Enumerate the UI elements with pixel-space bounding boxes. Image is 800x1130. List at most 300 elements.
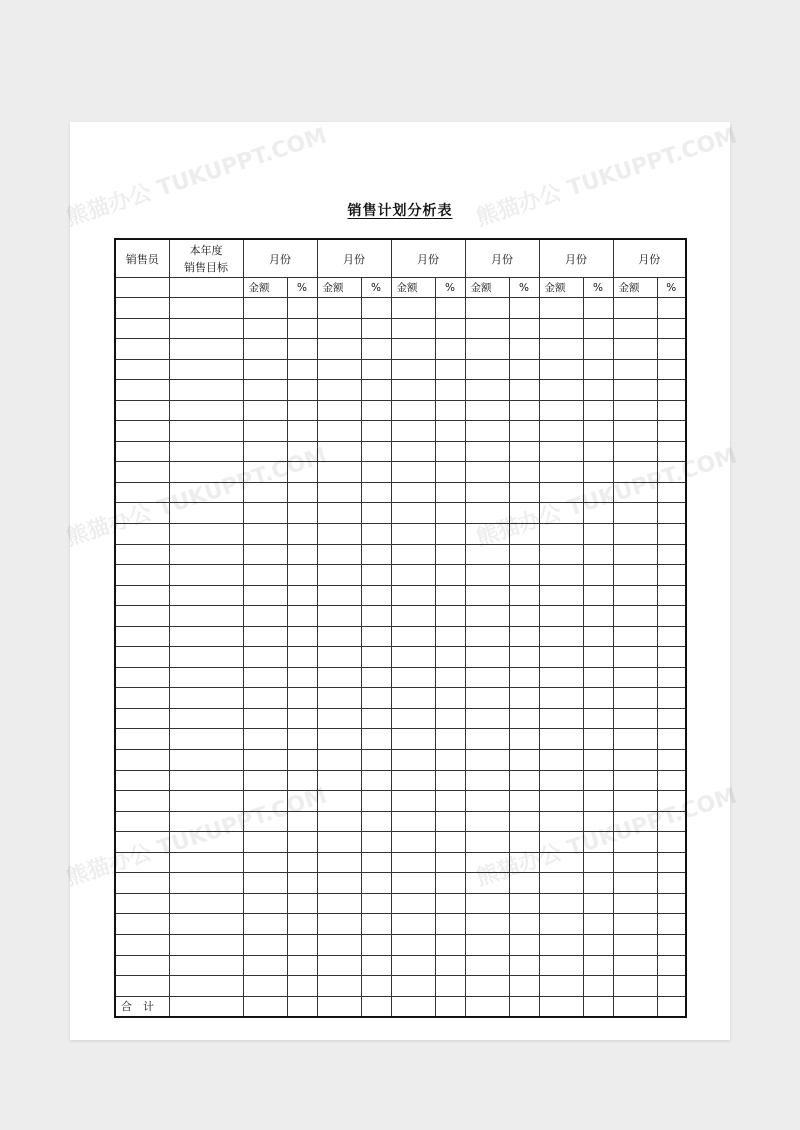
table-cell[interactable] (657, 647, 686, 668)
table-cell[interactable] (657, 359, 686, 380)
table-cell[interactable] (435, 750, 465, 771)
table-cell[interactable] (243, 544, 287, 565)
table-cell[interactable] (613, 750, 657, 771)
table-cell[interactable] (539, 421, 583, 442)
table-cell[interactable] (243, 565, 287, 586)
table-cell[interactable] (287, 914, 317, 935)
table-cell[interactable] (509, 955, 539, 976)
table-cell[interactable] (317, 359, 361, 380)
table-cell[interactable] (509, 811, 539, 832)
table-cell[interactable] (115, 626, 169, 647)
table-cell[interactable] (115, 708, 169, 729)
table-cell[interactable] (317, 462, 361, 483)
table-cell[interactable] (287, 667, 317, 688)
table-cell[interactable] (583, 955, 613, 976)
table-cell[interactable] (243, 667, 287, 688)
table-cell[interactable] (361, 996, 391, 1017)
table-cell[interactable] (317, 750, 361, 771)
table-cell[interactable] (169, 544, 243, 565)
table-cell[interactable] (583, 667, 613, 688)
table-cell[interactable] (435, 339, 465, 360)
table-cell[interactable] (243, 380, 287, 401)
table-cell[interactable] (361, 688, 391, 709)
table-cell[interactable] (583, 524, 613, 545)
table-cell[interactable] (465, 770, 509, 791)
table-cell[interactable] (317, 400, 361, 421)
table-cell[interactable] (317, 606, 361, 627)
table-cell[interactable] (613, 359, 657, 380)
table-cell[interactable] (243, 873, 287, 894)
table-cell[interactable] (435, 359, 465, 380)
table-cell[interactable] (115, 462, 169, 483)
table-cell[interactable] (391, 585, 435, 606)
table-cell[interactable] (115, 524, 169, 545)
table-cell[interactable] (287, 565, 317, 586)
table-cell[interactable] (169, 729, 243, 750)
table-cell[interactable] (169, 524, 243, 545)
table-cell[interactable] (465, 873, 509, 894)
table-cell[interactable] (317, 339, 361, 360)
table-cell[interactable] (613, 585, 657, 606)
table-cell[interactable] (657, 524, 686, 545)
table-cell[interactable] (583, 976, 613, 997)
table-cell[interactable] (657, 421, 686, 442)
table-cell[interactable] (657, 893, 686, 914)
table-cell[interactable] (243, 421, 287, 442)
table-cell[interactable] (509, 688, 539, 709)
table-cell[interactable] (539, 667, 583, 688)
table-cell[interactable] (613, 400, 657, 421)
table-cell[interactable] (583, 770, 613, 791)
table-cell[interactable] (317, 565, 361, 586)
table-cell[interactable] (115, 441, 169, 462)
table-cell[interactable] (509, 708, 539, 729)
table-cell[interactable] (391, 359, 435, 380)
table-cell[interactable] (613, 503, 657, 524)
table-cell[interactable] (657, 565, 686, 586)
table-cell[interactable] (509, 667, 539, 688)
table-cell[interactable] (243, 708, 287, 729)
table-cell[interactable] (115, 873, 169, 894)
table-cell[interactable] (539, 832, 583, 853)
table-cell[interactable] (361, 811, 391, 832)
table-cell[interactable] (391, 996, 435, 1017)
table-cell[interactable] (361, 585, 391, 606)
table-cell[interactable] (115, 934, 169, 955)
table-cell[interactable] (317, 852, 361, 873)
table-cell[interactable] (539, 544, 583, 565)
table-cell[interactable] (509, 565, 539, 586)
table-cell[interactable] (435, 503, 465, 524)
table-cell[interactable] (583, 688, 613, 709)
table-cell[interactable] (115, 318, 169, 339)
table-cell[interactable] (465, 996, 509, 1017)
table-cell[interactable] (115, 606, 169, 627)
table-cell[interactable] (465, 462, 509, 483)
table-cell[interactable] (115, 359, 169, 380)
table-cell[interactable] (169, 565, 243, 586)
table-cell[interactable] (361, 544, 391, 565)
table-cell[interactable] (539, 955, 583, 976)
table-cell[interactable] (657, 441, 686, 462)
table-cell[interactable] (287, 976, 317, 997)
table-cell[interactable] (361, 298, 391, 319)
table-cell[interactable] (583, 482, 613, 503)
table-cell[interactable] (243, 482, 287, 503)
table-cell[interactable] (169, 770, 243, 791)
table-cell[interactable] (115, 955, 169, 976)
table-cell[interactable] (657, 544, 686, 565)
table-cell[interactable] (539, 750, 583, 771)
table-cell[interactable] (509, 585, 539, 606)
table-cell[interactable] (361, 339, 391, 360)
table-cell[interactable] (583, 400, 613, 421)
table-cell[interactable] (465, 565, 509, 586)
table-cell[interactable] (169, 359, 243, 380)
table-cell[interactable] (583, 791, 613, 812)
table-cell[interactable] (287, 585, 317, 606)
table-cell[interactable] (391, 565, 435, 586)
table-cell[interactable] (583, 503, 613, 524)
table-cell[interactable] (435, 873, 465, 894)
table-cell[interactable] (115, 544, 169, 565)
table-cell[interactable] (539, 565, 583, 586)
table-cell[interactable] (657, 667, 686, 688)
table-cell[interactable] (657, 770, 686, 791)
table-cell[interactable] (613, 318, 657, 339)
table-cell[interactable] (509, 524, 539, 545)
table-cell[interactable] (583, 441, 613, 462)
table-cell[interactable] (243, 298, 287, 319)
table-cell[interactable] (287, 934, 317, 955)
table-cell[interactable] (509, 482, 539, 503)
table-cell[interactable] (657, 462, 686, 483)
table-cell[interactable] (243, 832, 287, 853)
table-cell[interactable] (169, 893, 243, 914)
table-cell[interactable] (115, 729, 169, 750)
table-cell[interactable] (115, 400, 169, 421)
table-cell[interactable] (361, 729, 391, 750)
table-cell[interactable] (317, 996, 361, 1017)
table-cell[interactable] (657, 400, 686, 421)
table-cell[interactable] (465, 832, 509, 853)
table-cell[interactable] (435, 914, 465, 935)
table-cell[interactable] (361, 626, 391, 647)
table-cell[interactable] (539, 873, 583, 894)
table-cell[interactable] (465, 955, 509, 976)
table-cell[interactable] (657, 955, 686, 976)
table-cell[interactable] (115, 647, 169, 668)
table-cell[interactable] (465, 441, 509, 462)
table-cell[interactable] (287, 380, 317, 401)
table-cell[interactable] (657, 482, 686, 503)
table-cell[interactable] (317, 914, 361, 935)
table-cell[interactable] (361, 750, 391, 771)
table-cell[interactable] (169, 996, 243, 1017)
table-cell[interactable] (465, 976, 509, 997)
table-cell[interactable] (435, 729, 465, 750)
table-cell[interactable] (435, 380, 465, 401)
table-cell[interactable] (509, 976, 539, 997)
table-cell[interactable] (317, 688, 361, 709)
table-cell[interactable] (115, 339, 169, 360)
table-cell[interactable] (465, 380, 509, 401)
table-cell[interactable] (539, 976, 583, 997)
table-cell[interactable] (115, 380, 169, 401)
table-cell[interactable] (465, 400, 509, 421)
table-cell[interactable] (583, 565, 613, 586)
table-cell[interactable] (391, 339, 435, 360)
table-cell[interactable] (361, 832, 391, 853)
table-cell[interactable] (317, 667, 361, 688)
table-cell[interactable] (435, 832, 465, 853)
table-cell[interactable] (287, 318, 317, 339)
table-cell[interactable] (435, 893, 465, 914)
table-cell[interactable] (613, 934, 657, 955)
table-cell[interactable] (509, 380, 539, 401)
table-cell[interactable] (287, 750, 317, 771)
table-cell[interactable] (435, 544, 465, 565)
table-cell[interactable] (539, 585, 583, 606)
table-cell[interactable] (539, 441, 583, 462)
table-cell[interactable] (613, 298, 657, 319)
table-cell[interactable] (391, 708, 435, 729)
table-cell[interactable] (613, 708, 657, 729)
table-cell[interactable] (539, 503, 583, 524)
table-cell[interactable] (243, 359, 287, 380)
table-cell[interactable] (317, 955, 361, 976)
table-cell[interactable] (465, 852, 509, 873)
table-cell[interactable] (613, 955, 657, 976)
table-cell[interactable] (657, 934, 686, 955)
table-cell[interactable] (361, 934, 391, 955)
table-cell[interactable] (539, 914, 583, 935)
table-cell[interactable] (169, 585, 243, 606)
table-cell[interactable] (435, 770, 465, 791)
table-cell[interactable] (391, 482, 435, 503)
table-cell[interactable] (465, 421, 509, 442)
table-cell[interactable] (583, 606, 613, 627)
table-cell[interactable] (465, 647, 509, 668)
table-cell[interactable] (391, 400, 435, 421)
table-cell[interactable] (613, 565, 657, 586)
table-cell[interactable] (435, 585, 465, 606)
table-cell[interactable] (583, 934, 613, 955)
table-cell[interactable] (287, 503, 317, 524)
table-cell[interactable] (509, 339, 539, 360)
table-cell[interactable] (435, 852, 465, 873)
table-cell[interactable] (391, 421, 435, 442)
table-cell[interactable] (169, 750, 243, 771)
table-cell[interactable] (391, 688, 435, 709)
table-cell[interactable] (287, 359, 317, 380)
table-cell[interactable] (287, 400, 317, 421)
table-cell[interactable] (169, 873, 243, 894)
table-cell[interactable] (169, 934, 243, 955)
table-cell[interactable] (465, 750, 509, 771)
table-cell[interactable] (115, 893, 169, 914)
table-cell[interactable] (287, 606, 317, 627)
table-cell[interactable] (509, 934, 539, 955)
table-cell[interactable] (509, 462, 539, 483)
table-cell[interactable] (539, 770, 583, 791)
table-cell[interactable] (115, 791, 169, 812)
table-cell[interactable] (169, 339, 243, 360)
table-cell[interactable] (115, 565, 169, 586)
table-cell[interactable] (465, 524, 509, 545)
table-cell[interactable] (435, 688, 465, 709)
table-cell[interactable] (435, 996, 465, 1017)
table-cell[interactable] (613, 482, 657, 503)
table-cell[interactable] (465, 359, 509, 380)
table-cell[interactable] (115, 976, 169, 997)
table-cell[interactable] (583, 750, 613, 771)
table-cell[interactable] (391, 626, 435, 647)
table-cell[interactable] (243, 626, 287, 647)
table-cell[interactable] (465, 708, 509, 729)
table-cell[interactable] (169, 462, 243, 483)
table-cell[interactable] (435, 298, 465, 319)
table-cell[interactable] (169, 708, 243, 729)
table-cell[interactable] (391, 976, 435, 997)
table-cell[interactable] (361, 565, 391, 586)
table-cell[interactable] (243, 996, 287, 1017)
table-cell[interactable] (583, 832, 613, 853)
table-cell[interactable] (465, 339, 509, 360)
table-cell[interactable] (539, 339, 583, 360)
table-cell[interactable] (613, 852, 657, 873)
table-cell[interactable] (317, 708, 361, 729)
table-cell[interactable] (115, 811, 169, 832)
table-cell[interactable] (317, 318, 361, 339)
table-cell[interactable] (657, 791, 686, 812)
table-cell[interactable] (435, 955, 465, 976)
table-cell[interactable] (657, 976, 686, 997)
table-cell[interactable] (243, 750, 287, 771)
table-cell[interactable] (509, 544, 539, 565)
table-cell[interactable] (317, 544, 361, 565)
table-cell[interactable] (583, 585, 613, 606)
table-cell[interactable] (361, 914, 391, 935)
table-cell[interactable] (115, 421, 169, 442)
table-cell[interactable] (509, 852, 539, 873)
table-cell[interactable] (317, 503, 361, 524)
table-cell[interactable] (509, 750, 539, 771)
table-cell[interactable] (583, 893, 613, 914)
table-cell[interactable] (391, 811, 435, 832)
table-cell[interactable] (613, 647, 657, 668)
table-cell[interactable] (539, 708, 583, 729)
table-cell[interactable] (391, 832, 435, 853)
table-cell[interactable] (361, 852, 391, 873)
table-cell[interactable] (539, 298, 583, 319)
table-cell[interactable] (657, 688, 686, 709)
table-cell[interactable] (287, 873, 317, 894)
table-cell[interactable] (613, 976, 657, 997)
table-cell[interactable] (465, 914, 509, 935)
table-cell[interactable] (361, 524, 391, 545)
table-cell[interactable] (287, 482, 317, 503)
table-cell[interactable] (115, 688, 169, 709)
table-cell[interactable] (435, 400, 465, 421)
table-cell[interactable] (509, 606, 539, 627)
table-cell[interactable] (243, 524, 287, 545)
table-cell[interactable] (509, 791, 539, 812)
table-cell[interactable] (287, 770, 317, 791)
table-cell[interactable] (657, 729, 686, 750)
table-cell[interactable] (435, 708, 465, 729)
table-cell[interactable] (391, 298, 435, 319)
table-cell[interactable] (583, 996, 613, 1017)
table-cell[interactable] (657, 996, 686, 1017)
table-cell[interactable] (317, 298, 361, 319)
table-cell[interactable] (435, 565, 465, 586)
table-cell[interactable] (465, 811, 509, 832)
table-cell[interactable] (657, 339, 686, 360)
table-cell[interactable] (287, 791, 317, 812)
table-cell[interactable] (391, 667, 435, 688)
table-cell[interactable] (115, 503, 169, 524)
table-cell[interactable] (465, 893, 509, 914)
table-cell[interactable] (243, 955, 287, 976)
table-cell[interactable] (509, 873, 539, 894)
table-cell[interactable] (391, 462, 435, 483)
table-cell[interactable] (435, 667, 465, 688)
table-cell[interactable] (391, 852, 435, 873)
table-cell[interactable] (317, 482, 361, 503)
table-cell[interactable] (169, 318, 243, 339)
table-cell[interactable] (583, 462, 613, 483)
table-cell[interactable] (391, 380, 435, 401)
table-cell[interactable] (115, 585, 169, 606)
table-cell[interactable] (435, 318, 465, 339)
table-cell[interactable] (243, 400, 287, 421)
table-cell[interactable] (435, 626, 465, 647)
table-cell[interactable] (539, 400, 583, 421)
table-cell[interactable] (243, 585, 287, 606)
table-cell[interactable] (243, 503, 287, 524)
table-cell[interactable] (391, 893, 435, 914)
table-cell[interactable] (465, 688, 509, 709)
table-cell[interactable] (243, 914, 287, 935)
table-cell[interactable] (613, 441, 657, 462)
table-cell[interactable] (657, 914, 686, 935)
table-cell[interactable] (613, 811, 657, 832)
table-cell[interactable] (435, 606, 465, 627)
table-cell[interactable] (169, 688, 243, 709)
table-cell[interactable] (435, 462, 465, 483)
table-cell[interactable] (287, 421, 317, 442)
table-cell[interactable] (509, 441, 539, 462)
table-cell[interactable] (169, 667, 243, 688)
table-cell[interactable] (509, 996, 539, 1017)
table-cell[interactable] (583, 298, 613, 319)
table-cell[interactable] (317, 729, 361, 750)
table-cell[interactable] (391, 318, 435, 339)
table-cell[interactable] (583, 729, 613, 750)
table-cell[interactable] (169, 852, 243, 873)
table-cell[interactable] (657, 626, 686, 647)
table-cell[interactable] (391, 729, 435, 750)
table-cell[interactable] (509, 318, 539, 339)
table-cell[interactable] (583, 852, 613, 873)
table-cell[interactable] (657, 750, 686, 771)
table-cell[interactable] (317, 647, 361, 668)
table-cell[interactable] (361, 503, 391, 524)
table-cell[interactable] (435, 934, 465, 955)
table-cell[interactable] (391, 955, 435, 976)
table-cell[interactable] (115, 750, 169, 771)
